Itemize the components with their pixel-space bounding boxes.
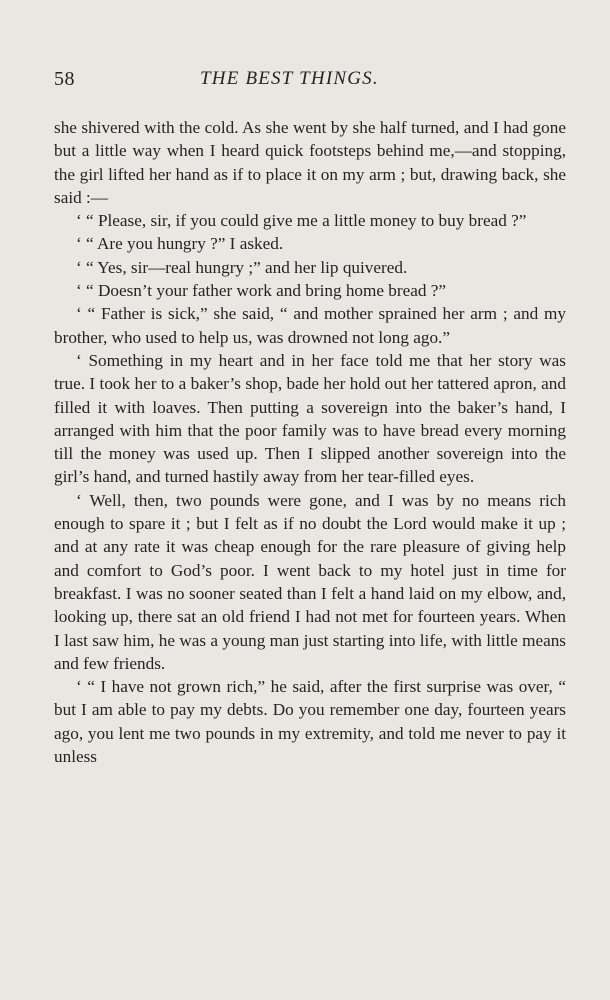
paragraph-1: she shivered with the cold. As she went by she half turned, and I had gone but a little way when I heard quick footsteps behind me,—and stopping, the girl lifted her hand as if to place it on my arm ; but, drawing back, she said :— (54, 118, 566, 207)
running-head: THE BEST THINGS. (200, 68, 379, 89)
paragraph-5: ‘ “ Doesn’t your father work and bring home bread ?” (76, 281, 447, 301)
paragraph-9: ‘ “ I have not grown rich,” he said, after the first surprise was over, “ but I am able to pay my debts. Do you remember one day, fourteen years ago, you lent me two pounds in my extremity, and told me never to pay it unless (54, 677, 566, 767)
paragraph-8: ‘ Well, then, two pounds were gone, and I was by no means rich enough to spare it ; but I felt as if no doubt the Lord would make it up ; and at any rate it was cheap enough for the rare pleasure of giving help and comfort to God’s poor. I went back to my hotel just in time for breakfast. I was no sooner seated than I felt a hand laid on my elbow, and, looking up, there sat an old friend I had not met for fourteen years. When I last saw him, he was a young man just starting into life, with little means and few friends. (54, 490, 566, 673)
page-header (54, 68, 560, 98)
body-text (54, 116, 566, 768)
paragraph-6: ‘ “ Father is sick,” she said, “ and mother sprained her arm ; and my brother, who used to help us, was drowned not long ago.” (54, 304, 566, 347)
paragraph-7: ‘ Something in my heart and in her face told me that her story was true. I took her to a baker’s shop, bade her hold out her tattered apron, and filled it with loaves. Then putting a sovereign into the baker’s hand, I arranged with him that the poor family was to have bread every morning till the money was used up. Then I slipped another sovereign into the girl’s hand, and turned hastily away from her tear-filled eyes. (54, 350, 566, 487)
paragraph-2: ‘ “ Please, sir, if you could give me a little money to buy bread ?” (76, 211, 527, 231)
page-number: 58 (54, 68, 75, 90)
paragraph-4: ‘ “ Yes, sir—real hungry ;” and her lip quivered. (76, 257, 408, 277)
paragraph-3: ‘ “ Are you hungry ?” I asked. (76, 234, 284, 254)
